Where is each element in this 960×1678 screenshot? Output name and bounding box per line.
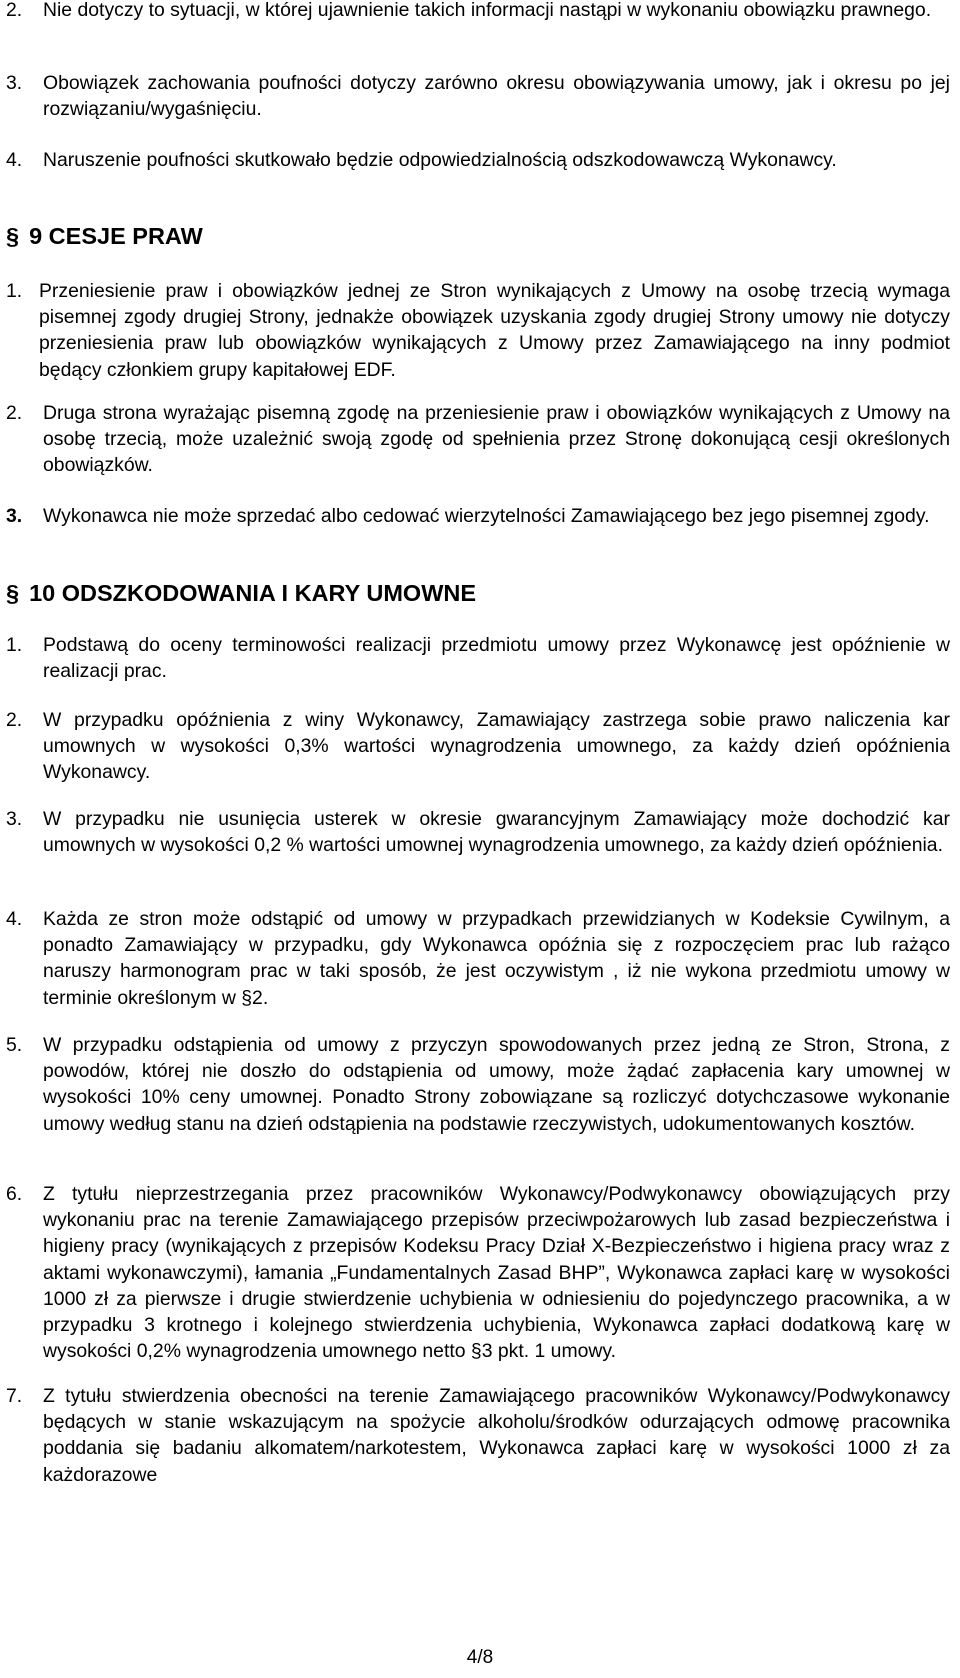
item-number: 1. <box>6 634 23 656</box>
item-number: 2. <box>6 709 23 731</box>
page-number: 4/8 <box>466 1647 494 1668</box>
item-number: 5. <box>6 1034 23 1056</box>
item-number: 7. <box>6 1385 23 1407</box>
list-item <box>6 147 950 173</box>
section-heading-9 <box>6 221 203 251</box>
item-number: 2. <box>6 0 23 21</box>
section-symbol: § <box>6 223 20 249</box>
item-text: W przypadku odstąpienia od umowy z przyczyn spowodowanych przez jedną ze Stron, Strona, z powodów, której nie doszło do odstąpienia od umowy, może żądać zapłacenia kary umownej w wysokości 10% ceny umownej. Ponadto Strony zobowiązane są rozliczyć dotychczasowe wykonanie umowy według stanu na dzień odstąpienia na podstawie rzeczywistych, udokumentowanych kosztów. <box>43 1034 950 1135</box>
list-item <box>6 278 950 383</box>
list-item <box>6 1383 950 1488</box>
item-text: Obowiązek zachowania poufności dotyczy zarówno okresu obowiązywania umowy, jak i okresu po jej rozwiązaniu/wygaśnięciu. <box>43 72 950 121</box>
list-item <box>6 1032 950 1137</box>
item-number: 4. <box>6 908 23 930</box>
item-text: Przeniesienie praw i obowiązków jednej ze Stron wynikających z Umowy na osobę trzecią wymaga pisemnej zgody drugiej Strony, jednakże obowiązek uzyskania zgody drugiej Strony umowy nie dotyczy przeniesienia praw lub obowiązków wynikających z Umowy przez Zamawiającego na inny podmiot będący członkiem grupy kapitałowej EDF. <box>39 280 950 381</box>
item-number: 6. <box>6 1183 23 1205</box>
item-text: Nie dotyczy to sytuacji, w której ujawnienie takich informacji nastąpi w wykonaniu obowiązku prawnego. <box>43 0 932 21</box>
item-text: Z tytułu stwierdzenia obecności na terenie Zamawiającego pracowników Wykonawcy/Podwykonawcy będących w stanie wskazującym na spożycie alkoholu/środków odurzających odmowę pracownika poddania się badaniu alkomatem/narkotestem, Wykonawca zapłaci karę w wysokości 1000 zł za każdorazowe <box>43 1385 950 1486</box>
list-item <box>6 70 950 122</box>
list-item <box>6 503 950 529</box>
list-item <box>6 632 950 684</box>
section-heading-10 <box>6 578 476 608</box>
list-item <box>6 1181 950 1364</box>
item-number: 3. <box>6 72 23 94</box>
item-text: W przypadku nie usunięcia usterek w okresie gwarancyjnym Zamawiający może dochodzić kar umownych w wysokości 0,2 % wartości umownej wynagrodzenia umownego, za każdy dzień opóźnienia. <box>43 808 950 857</box>
item-text: W przypadku opóźnienia z winy Wykonawcy, Zamawiający zastrzega sobie prawo naliczenia kar umownych w wysokości 0,3% wartości wynagrodzenia umownego, za każdy dzień opóźnienia Wykonawcy. <box>43 709 950 784</box>
list-item <box>6 0 950 23</box>
item-number: 3. <box>6 505 23 527</box>
item-number: 1. <box>6 280 23 302</box>
item-text: Naruszenie poufności skutkowało będzie odpowiedzialnością odszkodowawczą Wykonawcy. <box>43 149 837 171</box>
list-item <box>6 906 950 1011</box>
section-title: 9 CESJE PRAW <box>29 223 203 249</box>
list-item <box>6 707 950 786</box>
item-number: 3. <box>6 808 23 830</box>
item-text: Każda ze stron może odstąpić od umowy w przypadkach przewidzianych w Kodeksie Cywilnym, a ponadto Zamawiający w przypadku, gdy Wykonawca opóźnia się z rozpoczęciem prac lub rażąco naruszy harmonogram prac w taki sposób, że jest oczywistym , iż nie wykona przedmiotu umowy w terminie określonym w §2. <box>43 908 950 1009</box>
item-text: Podstawą do oceny terminowości realizacji przedmiotu umowy przez Wykonawcę jest opóźnienie w realizacji prac. <box>43 634 950 683</box>
section-title: 10 ODSZKODOWANIA I KARY UMOWNE <box>29 580 477 606</box>
item-number: 4. <box>6 149 23 171</box>
item-text: Wykonawca nie może sprzedać albo cedować wierzytelności Zamawiającego bez jego pisemnej zgody. <box>43 505 930 527</box>
item-text: Druga strona wyrażając pisemną zgodę na przeniesienie praw i obowiązków wynikających z Umowy na osobę trzecią, może uzależnić swoją zgodę od spełnienia przez Stronę dokonującą cesji określonych obowiązków. <box>43 402 950 477</box>
item-text: Z tytułu nieprzestrzegania przez pracowników Wykonawcy/Podwykonawcy obowiązujących przy wykonaniu prac na terenie Zamawiającego przepisów przeciwpożarowych lub zasad bezpieczeństwa i higieny pracy (wynikających z przepisów Kodeksu Pracy Dział X-Bezpieczeństwo i higiena pracy wraz z aktami wykonawczymi), łamania „Fundamentalnych Zasad BHP”, Wykonawca zapłaci karę w wysokości 1000 zł za pierwsze i drugie stwierdzenie uchybienia w odniesieniu do pojedynczego pracownika, a w przypadku 3 krotnego i kolejnego stwierdzenia uchybienia, Wykonawca zapłaci dodatkową karę w wysokości 0,2% wynagrodzenia umownego netto §3 pkt. 1 umowy. <box>43 1183 950 1363</box>
list-item <box>6 806 950 858</box>
list-item <box>6 400 950 479</box>
item-number: 2. <box>6 402 23 424</box>
section-symbol: § <box>6 580 20 606</box>
